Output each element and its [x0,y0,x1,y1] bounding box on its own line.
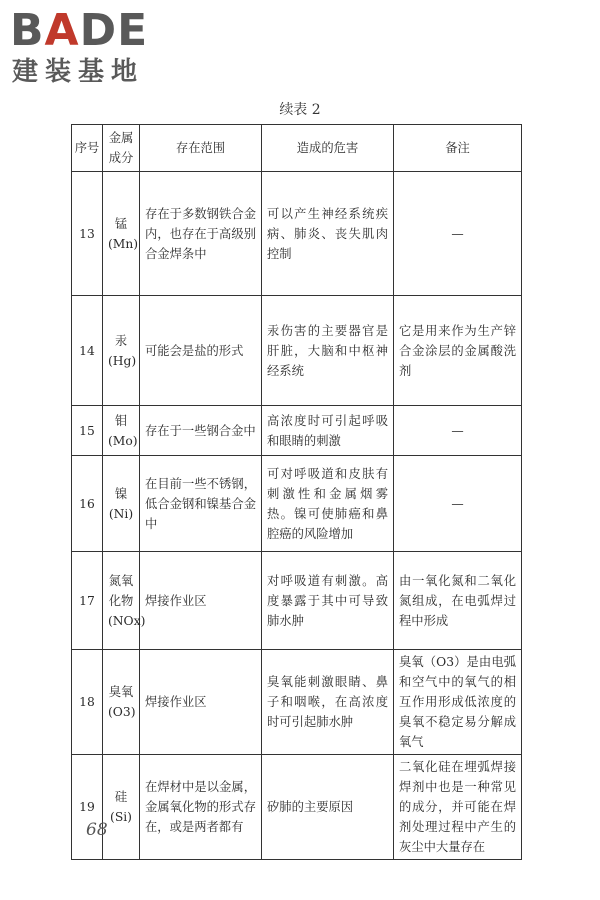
metal-symbol: (O3) [108,705,136,719]
metal-name: 氮氧化物 [108,573,134,608]
table-caption: 续表 2 [279,102,321,118]
table-row [72,552,522,650]
table-row [72,456,522,552]
note-cell: 由一氧化氮和二氧化氮组成，在电弧焊过程中形成 [394,552,522,650]
metal-name: 锰 [114,216,128,231]
metal-symbol: (NOx) [108,613,146,628]
metal-name: 镍 [114,486,128,501]
hazard-cell: 可对呼吸道和皮肤有刺激性和金属烟雾热。镍可使肺癌和鼻腔癌的风险增加 [262,456,394,552]
range-cell: 焊接作业区 [140,650,262,755]
range-cell: 存在于多数钢铁合金内，也存在于高级别合金焊条中 [140,172,262,296]
note-cell: 二氧化硅在埋弧焊接焊剂中也是一种常见的成分，并可能在焊剂处理过程中产生的灰尘中大量存在 [394,755,522,860]
logo [10,6,180,90]
metal-cell [103,456,140,552]
row-number: 13 [72,172,103,296]
range-cell: 焊接作业区 [140,552,262,650]
hazard-cell: 臭氧能刺激眼睛、鼻子和咽喉，在高浓度时可引起肺水肿 [262,650,394,755]
note-cell: 臭氧（O3）是由电弧和空气中的氧气的相互作用形成低浓度的臭氧不稳定易分解成氧气 [394,650,522,755]
header-note: 备注 [394,125,522,172]
header-metal: 金属成分 [103,125,140,172]
metal-name: 汞 [114,333,128,348]
header-no: 序号 [72,125,103,172]
table-row [72,755,522,860]
row-number: 14 [72,296,103,406]
metal-name: 硅 [114,790,128,804]
note-cell: 它是用来作为生产锌合金涂层的金属酸洗剂 [394,296,522,406]
metal-cell [103,755,140,860]
metal-name: 钼 [114,413,128,428]
logo-accent-letter: A [44,5,80,56]
metal-cell [103,552,146,650]
range-cell: 存在于一些钢合金中 [140,406,262,456]
range-cell: 在目前一些不锈钢，低合金钢和镍基合金中 [140,456,262,552]
hazard-cell: 高浓度时可引起呼吸和眼睛的刺激 [262,406,394,456]
page-number: 68 [86,820,108,840]
hazard-cell: 可以产生神经系统疾病、肺炎、丧失肌肉控制 [262,172,394,296]
table-row [72,406,522,456]
range-cell: 可能会是盐的形式 [140,296,262,406]
metal-cell [103,650,140,755]
range-cell: 在焊材中是以金属，金属氧化物的形式存在，或是两者都有 [140,755,262,860]
table-row [72,650,522,755]
table-row [72,172,522,296]
row-number: 16 [72,456,103,552]
metal-cell [103,296,140,406]
logo-wordmark: BADE [10,5,149,56]
row-number: 15 [72,406,103,456]
metal-cell [103,172,140,296]
row-number: 17 [72,552,103,650]
note-cell: — [394,406,522,456]
row-number: 19 [72,755,103,860]
metal-name: 臭氧 [108,685,134,699]
metal-symbol: (Si) [110,810,132,824]
header-hazard: 造成的危害 [262,125,394,172]
hazard-cell: 汞伤害的主要器官是肝脏，大脑和中枢神经系统 [262,296,394,406]
hazard-cell: 对呼吸道有刺激。高度暴露于其中可导致肺水肿 [262,552,394,650]
note-cell: — [394,456,522,552]
metal-hazard-table [71,124,522,860]
metal-cell [103,406,140,456]
header-row [72,125,522,172]
row-number: 18 [72,650,103,755]
metal-symbol: (Mn) [108,236,139,251]
metal-symbol: (Hg) [108,353,137,368]
header-range: 存在范围 [140,125,262,172]
logo-subtitle: 建装基地 [12,57,145,87]
hazard-cell: 矽肺的主要原因 [262,755,394,860]
note-cell: — [394,172,522,296]
metal-symbol: (Ni) [108,506,134,521]
metal-symbol: (Mo) [108,433,138,448]
table-row [72,296,522,406]
